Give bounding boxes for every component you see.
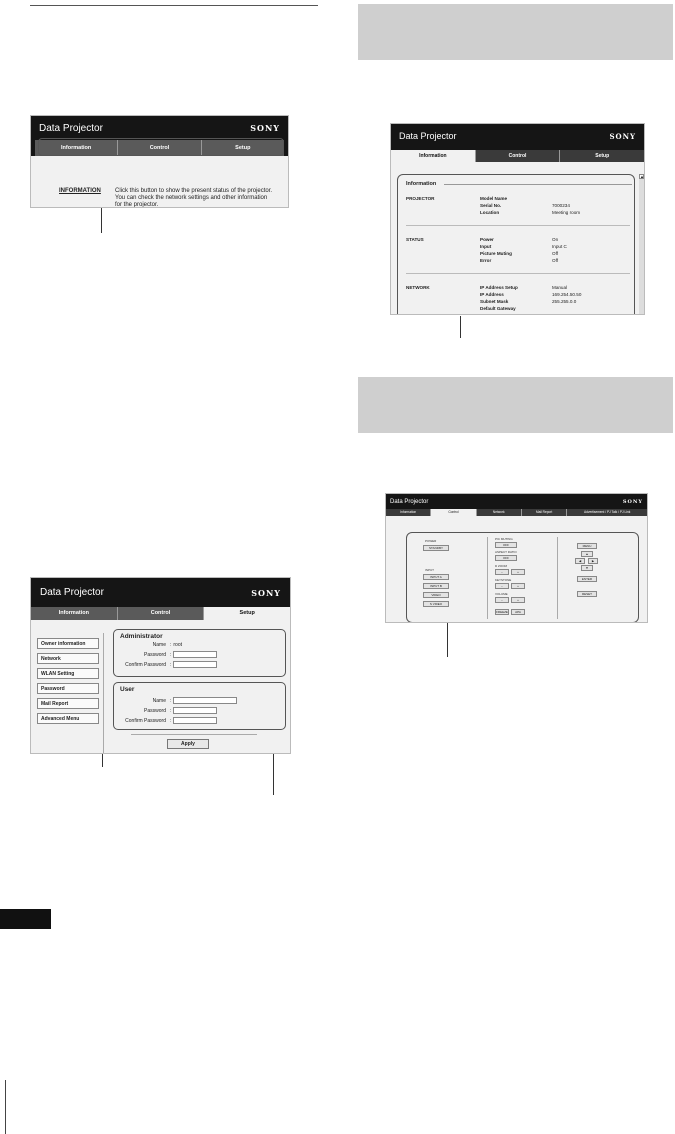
app-header — [31, 578, 290, 607]
colon: : — [170, 697, 172, 704]
screenshot-information-button — [30, 115, 289, 208]
row-value: Off — [552, 251, 559, 256]
admin-password-label: Password — [144, 651, 166, 658]
brand-logo: SONY — [250, 123, 280, 133]
user-title: User — [120, 686, 135, 693]
sidebar-item-owner-information[interactable]: Owner information — [37, 638, 99, 649]
network-group — [398, 284, 634, 315]
admin-name-label: Name — [152, 642, 166, 648]
tab-information[interactable]: Information — [386, 509, 431, 516]
app-header — [391, 124, 644, 148]
callout-line-control-panel — [447, 623, 448, 657]
left-arrow-button[interactable]: ◀ — [575, 558, 585, 564]
information-panel — [397, 174, 635, 315]
row-value: Meeting room — [552, 210, 581, 215]
up-arrow-button[interactable]: ▲ — [581, 551, 593, 557]
app-title: Data Projector — [390, 498, 429, 505]
group-separator — [406, 225, 630, 226]
colon: : — [170, 642, 172, 648]
tab-information[interactable]: Information — [35, 140, 118, 156]
tab-bar — [31, 607, 290, 620]
note-badge — [0, 909, 51, 929]
user-confirm-label: Confirm Password — [125, 717, 166, 724]
scroll-up-icon[interactable]: ▲ — [640, 174, 644, 179]
apply-button[interactable]: Apply — [167, 739, 209, 749]
enter-button[interactable]: ENTER — [577, 576, 597, 582]
information-text: Click this button to show the present status of the projector. You can check the network settings and other information for the projector. — [115, 188, 273, 208]
pic-muting-off-button[interactable]: OFF — [495, 542, 517, 548]
administrator-title: Administrator — [120, 633, 163, 640]
admin-password-row — [114, 651, 217, 658]
tab-network[interactable]: Network — [477, 509, 522, 516]
row-key: Location — [480, 210, 500, 215]
brand-logo: SONY — [251, 587, 281, 598]
sidebar-item-password[interactable]: Password — [37, 683, 99, 694]
sidebar-item-advanced-menu[interactable]: Advanced Menu — [37, 713, 99, 724]
row-value: 7000234 — [552, 203, 570, 208]
volume-label: VOLUME — [495, 592, 508, 596]
top-rule — [30, 5, 318, 6]
tab-setup[interactable]: Setup — [202, 140, 284, 156]
user-box — [113, 682, 286, 730]
admin-password-input[interactable] — [173, 651, 217, 658]
sidebar-divider — [103, 633, 104, 754]
row-value: Off — [552, 258, 559, 263]
screenshot-information-page — [390, 123, 645, 315]
sidebar-item-wlan-setting[interactable]: WLAN Setting — [37, 668, 99, 679]
column-divider — [557, 537, 558, 619]
row-key: Error — [480, 258, 492, 263]
s-video-button[interactable]: S VIDEO — [423, 601, 449, 607]
tab-advertisement[interactable]: Advertisement / PJ Talk / PJ Link — [567, 509, 647, 516]
colon: : — [170, 661, 172, 668]
row-value: On — [552, 237, 559, 242]
row-value: 169.254.50.50 — [552, 292, 582, 297]
row-key: Input — [480, 244, 492, 249]
sidebar-item-network[interactable]: Network — [37, 653, 99, 664]
keystone-plus-button[interactable]: + — [511, 583, 525, 589]
reset-button[interactable]: RESET — [577, 591, 597, 597]
tab-highlight-frame — [38, 138, 284, 156]
app-header — [386, 494, 647, 509]
right-arrow-button[interactable]: ▶ — [588, 558, 598, 564]
row-key: Picture Muting — [480, 251, 512, 256]
setup-sidebar — [37, 638, 99, 728]
admin-confirm-row — [114, 661, 217, 668]
tab-control[interactable]: Control — [476, 150, 561, 162]
video-button[interactable]: VIDEO — [423, 592, 449, 598]
keystone-minus-button[interactable]: − — [495, 583, 509, 589]
row-key: IP Address — [480, 292, 504, 297]
panel-title-rule — [444, 184, 632, 185]
admin-name-value: root — [173, 642, 183, 648]
volume-minus-button[interactable]: − — [495, 597, 509, 603]
down-arrow-button[interactable]: ▼ — [581, 565, 593, 571]
user-name-row — [114, 697, 237, 704]
brand-logo: SONY — [622, 498, 643, 505]
tab-control[interactable]: Control — [431, 509, 476, 516]
d-zoom-label: D ZOOM — [495, 564, 507, 568]
aspect-off-button[interactable]: OFF — [495, 555, 517, 561]
tab-information[interactable]: Information — [391, 150, 476, 162]
row-value: 255.255.0.0 — [552, 299, 577, 304]
user-password-label: Password — [144, 707, 166, 714]
user-name-label: Name — [152, 697, 166, 704]
tab-bar — [386, 509, 647, 516]
group-name: NETWORK — [406, 285, 430, 290]
tab-control[interactable]: Control — [118, 607, 205, 620]
admin-confirm-input[interactable] — [173, 661, 217, 668]
colon: : — [170, 717, 172, 724]
zoom-plus-button[interactable]: + — [511, 569, 525, 575]
administrator-box — [113, 629, 286, 677]
row-value: Input C — [552, 244, 567, 249]
tab-setup[interactable]: Setup — [560, 150, 644, 162]
volume-plus-button[interactable]: + — [511, 597, 525, 603]
keystone-label: KEYSTONE — [495, 578, 512, 582]
section-header-band-1 — [358, 4, 673, 60]
app-title: Data Projector — [399, 131, 457, 141]
user-password-row — [114, 707, 217, 714]
row-key: Subnet Mask — [480, 299, 509, 304]
input-label: INPUT — [425, 568, 434, 572]
group-name: PROJECTOR — [406, 196, 435, 201]
scrollbar[interactable] — [639, 174, 644, 315]
sidebar-item-mail-report[interactable]: Mail Report — [37, 698, 99, 709]
information-label: INFORMATION — [59, 188, 101, 194]
power-label: POWER — [425, 539, 437, 543]
row-key: Default Gateway — [480, 306, 516, 311]
pic-muting-label: PIC MUTING — [495, 537, 513, 541]
brand-logo: SONY — [609, 131, 636, 141]
row-key: Serial No. — [480, 203, 502, 208]
column-divider — [487, 537, 488, 619]
control-panel — [406, 532, 639, 623]
projector-group — [398, 195, 634, 225]
colon: : — [170, 707, 172, 714]
tab-control[interactable]: Control — [118, 140, 201, 156]
apa-button[interactable]: APA — [511, 609, 525, 615]
admin-name-row — [114, 642, 182, 648]
tab-information[interactable]: Information — [31, 607, 118, 620]
row-key: Power — [480, 237, 494, 242]
tab-bar — [391, 150, 644, 162]
app-title: Data Projector — [39, 122, 103, 134]
group-name: STATUS — [406, 237, 424, 242]
tab-setup[interactable]: Setup — [204, 607, 290, 620]
freeze-button[interactable]: FREEZE — [496, 610, 508, 614]
user-password-input[interactable] — [173, 707, 217, 714]
colon: : — [170, 651, 172, 658]
panel-title: Information — [406, 181, 437, 187]
row-key: IP Address Setup — [480, 285, 518, 290]
margin-rule — [5, 1080, 6, 1134]
status-group — [398, 236, 634, 268]
aspect-ratio-label: ASPECT RATIO — [495, 550, 517, 554]
row-key: Model Name — [480, 196, 508, 201]
zoom-minus-button[interactable]: − — [495, 569, 509, 575]
app-header — [31, 116, 288, 140]
screenshot-control-page — [385, 493, 648, 623]
apply-divider — [131, 734, 257, 735]
input-a-button[interactable]: INPUT A — [423, 574, 449, 580]
callout-line-information-panel — [460, 316, 461, 338]
screenshot-setup-password-page — [30, 577, 291, 754]
section-header-band-2 — [358, 377, 673, 433]
input-b-button[interactable]: INPUT B — [423, 583, 449, 589]
user-confirm-row — [114, 717, 217, 724]
information-description — [59, 188, 275, 208]
group-separator — [406, 273, 630, 274]
menu-button[interactable]: MENU — [577, 543, 597, 549]
standby-button[interactable]: STANDBY — [423, 545, 449, 551]
row-value: Manual — [552, 285, 568, 290]
app-title: Data Projector — [40, 587, 104, 598]
tab-mail-report[interactable]: Mail Report — [522, 509, 567, 516]
admin-confirm-label: Confirm Password — [125, 661, 166, 668]
user-name-input[interactable] — [173, 697, 237, 704]
user-confirm-input[interactable] — [173, 717, 217, 724]
